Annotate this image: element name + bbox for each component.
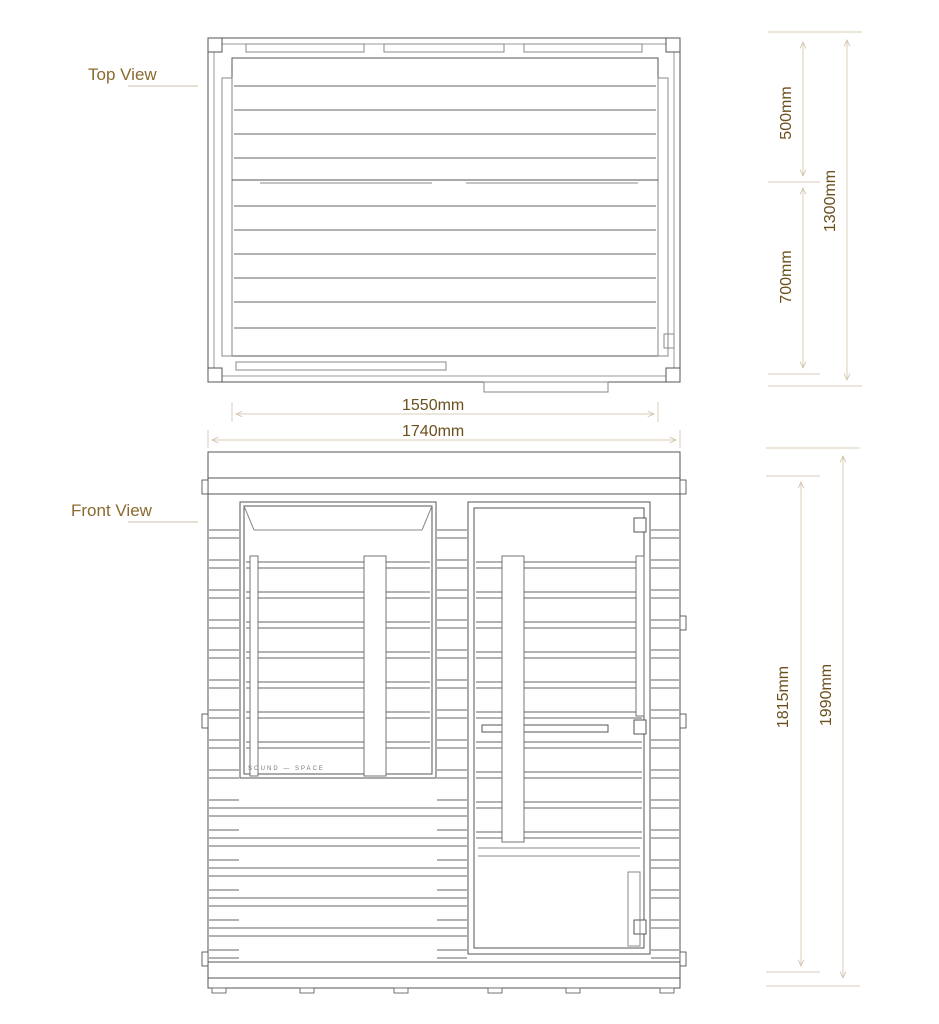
dim-500-text: 500mm bbox=[778, 86, 795, 140]
side-clamp-5 bbox=[680, 952, 686, 966]
dim-1740-text: 1740mm bbox=[402, 423, 465, 440]
dim-1815-text: 1815mm bbox=[775, 665, 792, 729]
foot-5 bbox=[660, 988, 674, 993]
side-clamp-0 bbox=[202, 480, 208, 494]
dim-700-text: 700mm bbox=[778, 250, 795, 304]
top-view bbox=[208, 38, 680, 392]
foot-4 bbox=[566, 988, 580, 993]
dim-1990-text: 1990mm bbox=[818, 663, 835, 727]
door-handle bbox=[482, 725, 608, 732]
top-view-inner-room bbox=[232, 58, 658, 356]
side-clamp-6 bbox=[680, 616, 686, 630]
dim-1550-text: 1550mm bbox=[402, 397, 465, 414]
side-clamp-3 bbox=[680, 480, 686, 494]
top-view-outer-frame bbox=[208, 38, 680, 382]
side-clamp-2 bbox=[202, 952, 208, 966]
front-window-frame bbox=[240, 502, 436, 778]
brand-logo-text: SOUND — SPACE bbox=[248, 766, 325, 772]
foot-0 bbox=[212, 988, 226, 993]
interior-edge-post-1 bbox=[636, 556, 644, 716]
front-view-feet bbox=[212, 988, 674, 993]
foot-2 bbox=[394, 988, 408, 993]
foot-3 bbox=[488, 988, 502, 993]
front-view-label: Front View bbox=[71, 501, 152, 520]
interior-post-0 bbox=[364, 556, 386, 776]
interior-edge-post-0 bbox=[250, 556, 258, 776]
interior-post-1 bbox=[502, 556, 524, 842]
side-clamp-4 bbox=[680, 714, 686, 728]
foot-1 bbox=[300, 988, 314, 993]
dim-1300-text: 1300mm bbox=[822, 169, 839, 233]
top-view-label: Top View bbox=[88, 65, 157, 84]
top-view-slats bbox=[234, 86, 656, 328]
front-view bbox=[208, 452, 680, 988]
side-clamp-1 bbox=[202, 714, 208, 728]
